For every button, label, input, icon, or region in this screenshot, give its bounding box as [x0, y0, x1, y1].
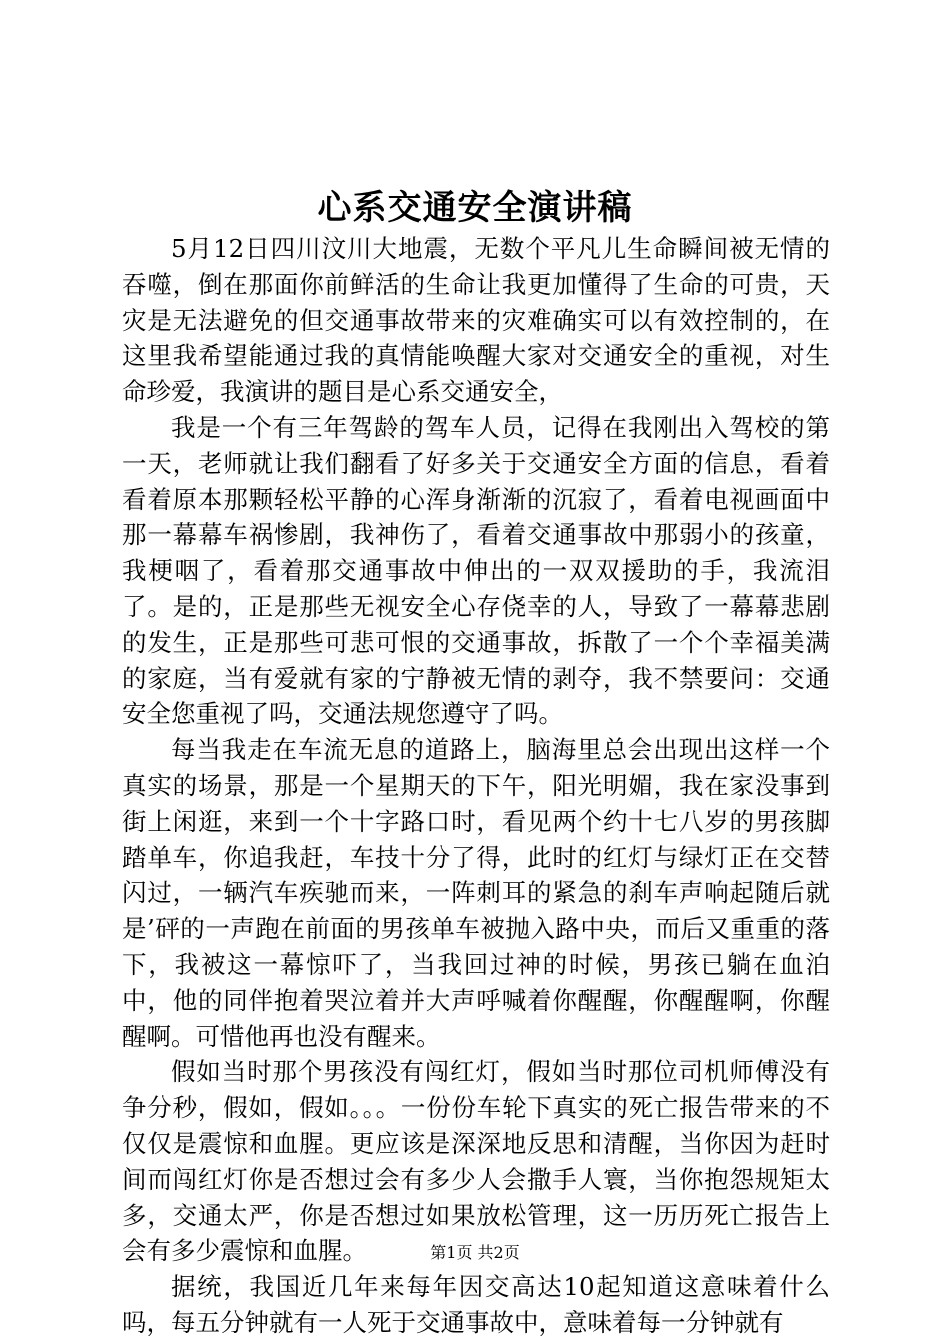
paragraph-3: 每当我走在车流无息的道路上，脑海里总会出现出这样一个真实的场景，那是一个星期天的下午，阳光明媚，我在家没事到街上闲逛，来到一个十字路口时，看见两个约十七八岁的男孩脚踏单车，你追我赶，车技十分了得，此时的红灯与绿灯正在交替闪过，一辆汽车疾驰而来，一阵刺耳的紧急的刹车声响起随后就是’砰的一声跑在前面的男孩单车被抛入路中央，而后又重重的落下，我被这一幕惊吓了，当我回过神的时候，男孩已躺在血泊中，他的同伴抱着哭泣着并大声呼喊着你醒醒，你醒醒啊，你醒醒啊。可惜他再也没有醒来。 — [122, 735, 830, 1051]
document-title: 心系交通安全演讲稿 — [317, 188, 633, 228]
document-body — [122, 231, 830, 1341]
paragraph-4: 假如当时那个男孩没有闯红灯，假如当时那位司机师傅没有争分秒，假如，假如。。。一份份车轮下真实的死亡报告带来的不仅仅是震惊和血腥。更应该是深深地反思和清醒，当你因为赶时间而闯红灯你是否想过会有多少人会撒手人寰，当你抱怨规矩太多，交通太严，你是否想过如果放松管理，这一历历死亡报告上会有多少震惊和血腥。 — [122, 1057, 830, 1266]
paragraph-1: 5月12日四川汶川大地震，无数个平凡儿生命瞬间被无情的吞噬，倒在那面你前鲜活的生命让我更加懂得了生命的可贵，天灾是无法避免的但交通事故带来的灾难确实可以有效控制的，在这里我希望能通过我的真情能唤醒大家对交通安全的重视，对生命珍爱，我演讲的题目是心系交通安全， — [122, 234, 830, 407]
paragraph-2: 我是一个有三年驾龄的驾车人员，记得在我刚出入驾校的第一天，老师就让我们翻看了好多关于交通安全方面的信息，看着看着原本那颗轻松平静的心浑身渐渐的沉寂了，看着电视画面中那一幕幕车祸惨剧，我神伤了，看着交通事故中那弱小的孩童，我梗咽了，看着那交通事故中伸出的一双双援助的手，我流泪了。是的，正是那些无视安全心存侥幸的人，导致了一幕幕悲剧的发生，正是那些可悲可恨的交通事故，拆散了一个个幸福美满的家庭，当有爱就有家的宁静被无情的剥夺，我不禁要问：交通安全您重视了吗，交通法规您遵守了吗。 — [122, 412, 830, 729]
paragraph-5: 据统，我国近几年来每年因交高达10起知道这意味着什么吗，每五分钟就有一人死于交通事故中，意味着每一分钟就有 — [122, 1272, 830, 1337]
page-number-footer: 第1页 共2页 — [430, 1243, 520, 1262]
